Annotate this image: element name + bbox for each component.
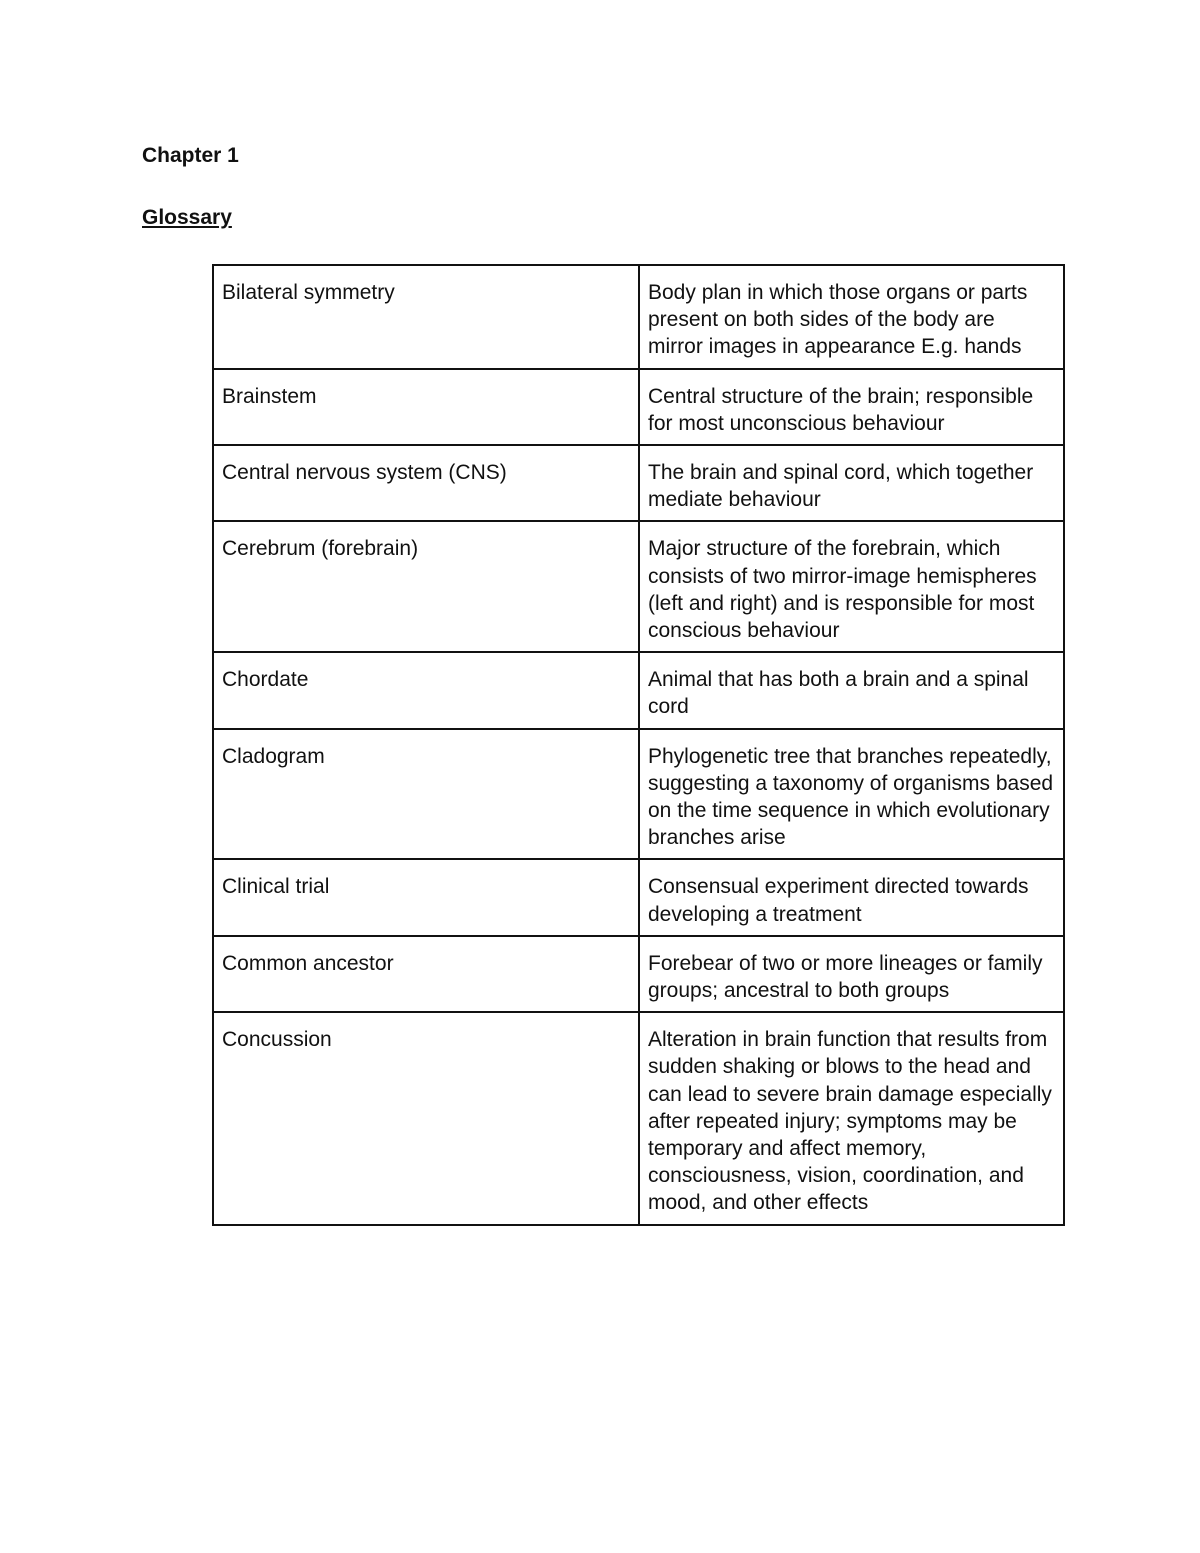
glossary-definition: Phylogenetic tree that branches repeatedly, suggesting a taxonomy of organisms based on the time sequence in which evolutionary branches arise <box>639 729 1064 860</box>
section-heading: Glossary <box>142 206 232 229</box>
table-row <box>213 729 1064 860</box>
glossary-term: Bilateral symmetry <box>213 265 639 369</box>
glossary-definition: Forebear of two or more lineages or family groups; ancestral to both groups <box>639 936 1064 1012</box>
table-row <box>213 1012 1064 1224</box>
glossary-table-body <box>213 265 1064 1225</box>
table-row <box>213 652 1064 728</box>
glossary-term: Common ancestor <box>213 936 639 1012</box>
glossary-term: Chordate <box>213 652 639 728</box>
glossary-term: Central nervous system (CNS) <box>213 445 639 521</box>
glossary-definition: Alteration in brain function that results from sudden shaking or blows to the head and can lead to severe brain damage especially after repeated injury; symptoms may be temporary and affect memory, consciousness, vision, coordination, and mood, and other effects <box>639 1012 1064 1224</box>
glossary-definition: The brain and spinal cord, which together mediate behaviour <box>639 445 1064 521</box>
table-row <box>213 859 1064 935</box>
glossary-definition: Consensual experiment directed towards developing a treatment <box>639 859 1064 935</box>
glossary-table <box>212 264 1065 1226</box>
glossary-definition: Body plan in which those organs or parts present on both sides of the body are mirror images in appearance E.g. hands <box>639 265 1064 369</box>
glossary-term: Cladogram <box>213 729 639 860</box>
table-row <box>213 521 1064 652</box>
glossary-term: Clinical trial <box>213 859 639 935</box>
table-row <box>213 936 1064 1012</box>
glossary-term: Brainstem <box>213 369 639 445</box>
table-row <box>213 445 1064 521</box>
glossary-term: Cerebrum (forebrain) <box>213 521 639 652</box>
glossary-definition: Central structure of the brain; responsible for most unconscious behaviour <box>639 369 1064 445</box>
chapter-title: Chapter 1 <box>142 144 239 167</box>
table-row <box>213 265 1064 369</box>
glossary-definition: Animal that has both a brain and a spinal cord <box>639 652 1064 728</box>
glossary-term: Concussion <box>213 1012 639 1224</box>
table-row <box>213 369 1064 445</box>
glossary-definition: Major structure of the forebrain, which consists of two mirror-image hemispheres (left and right) and is responsible for most conscious behaviour <box>639 521 1064 652</box>
